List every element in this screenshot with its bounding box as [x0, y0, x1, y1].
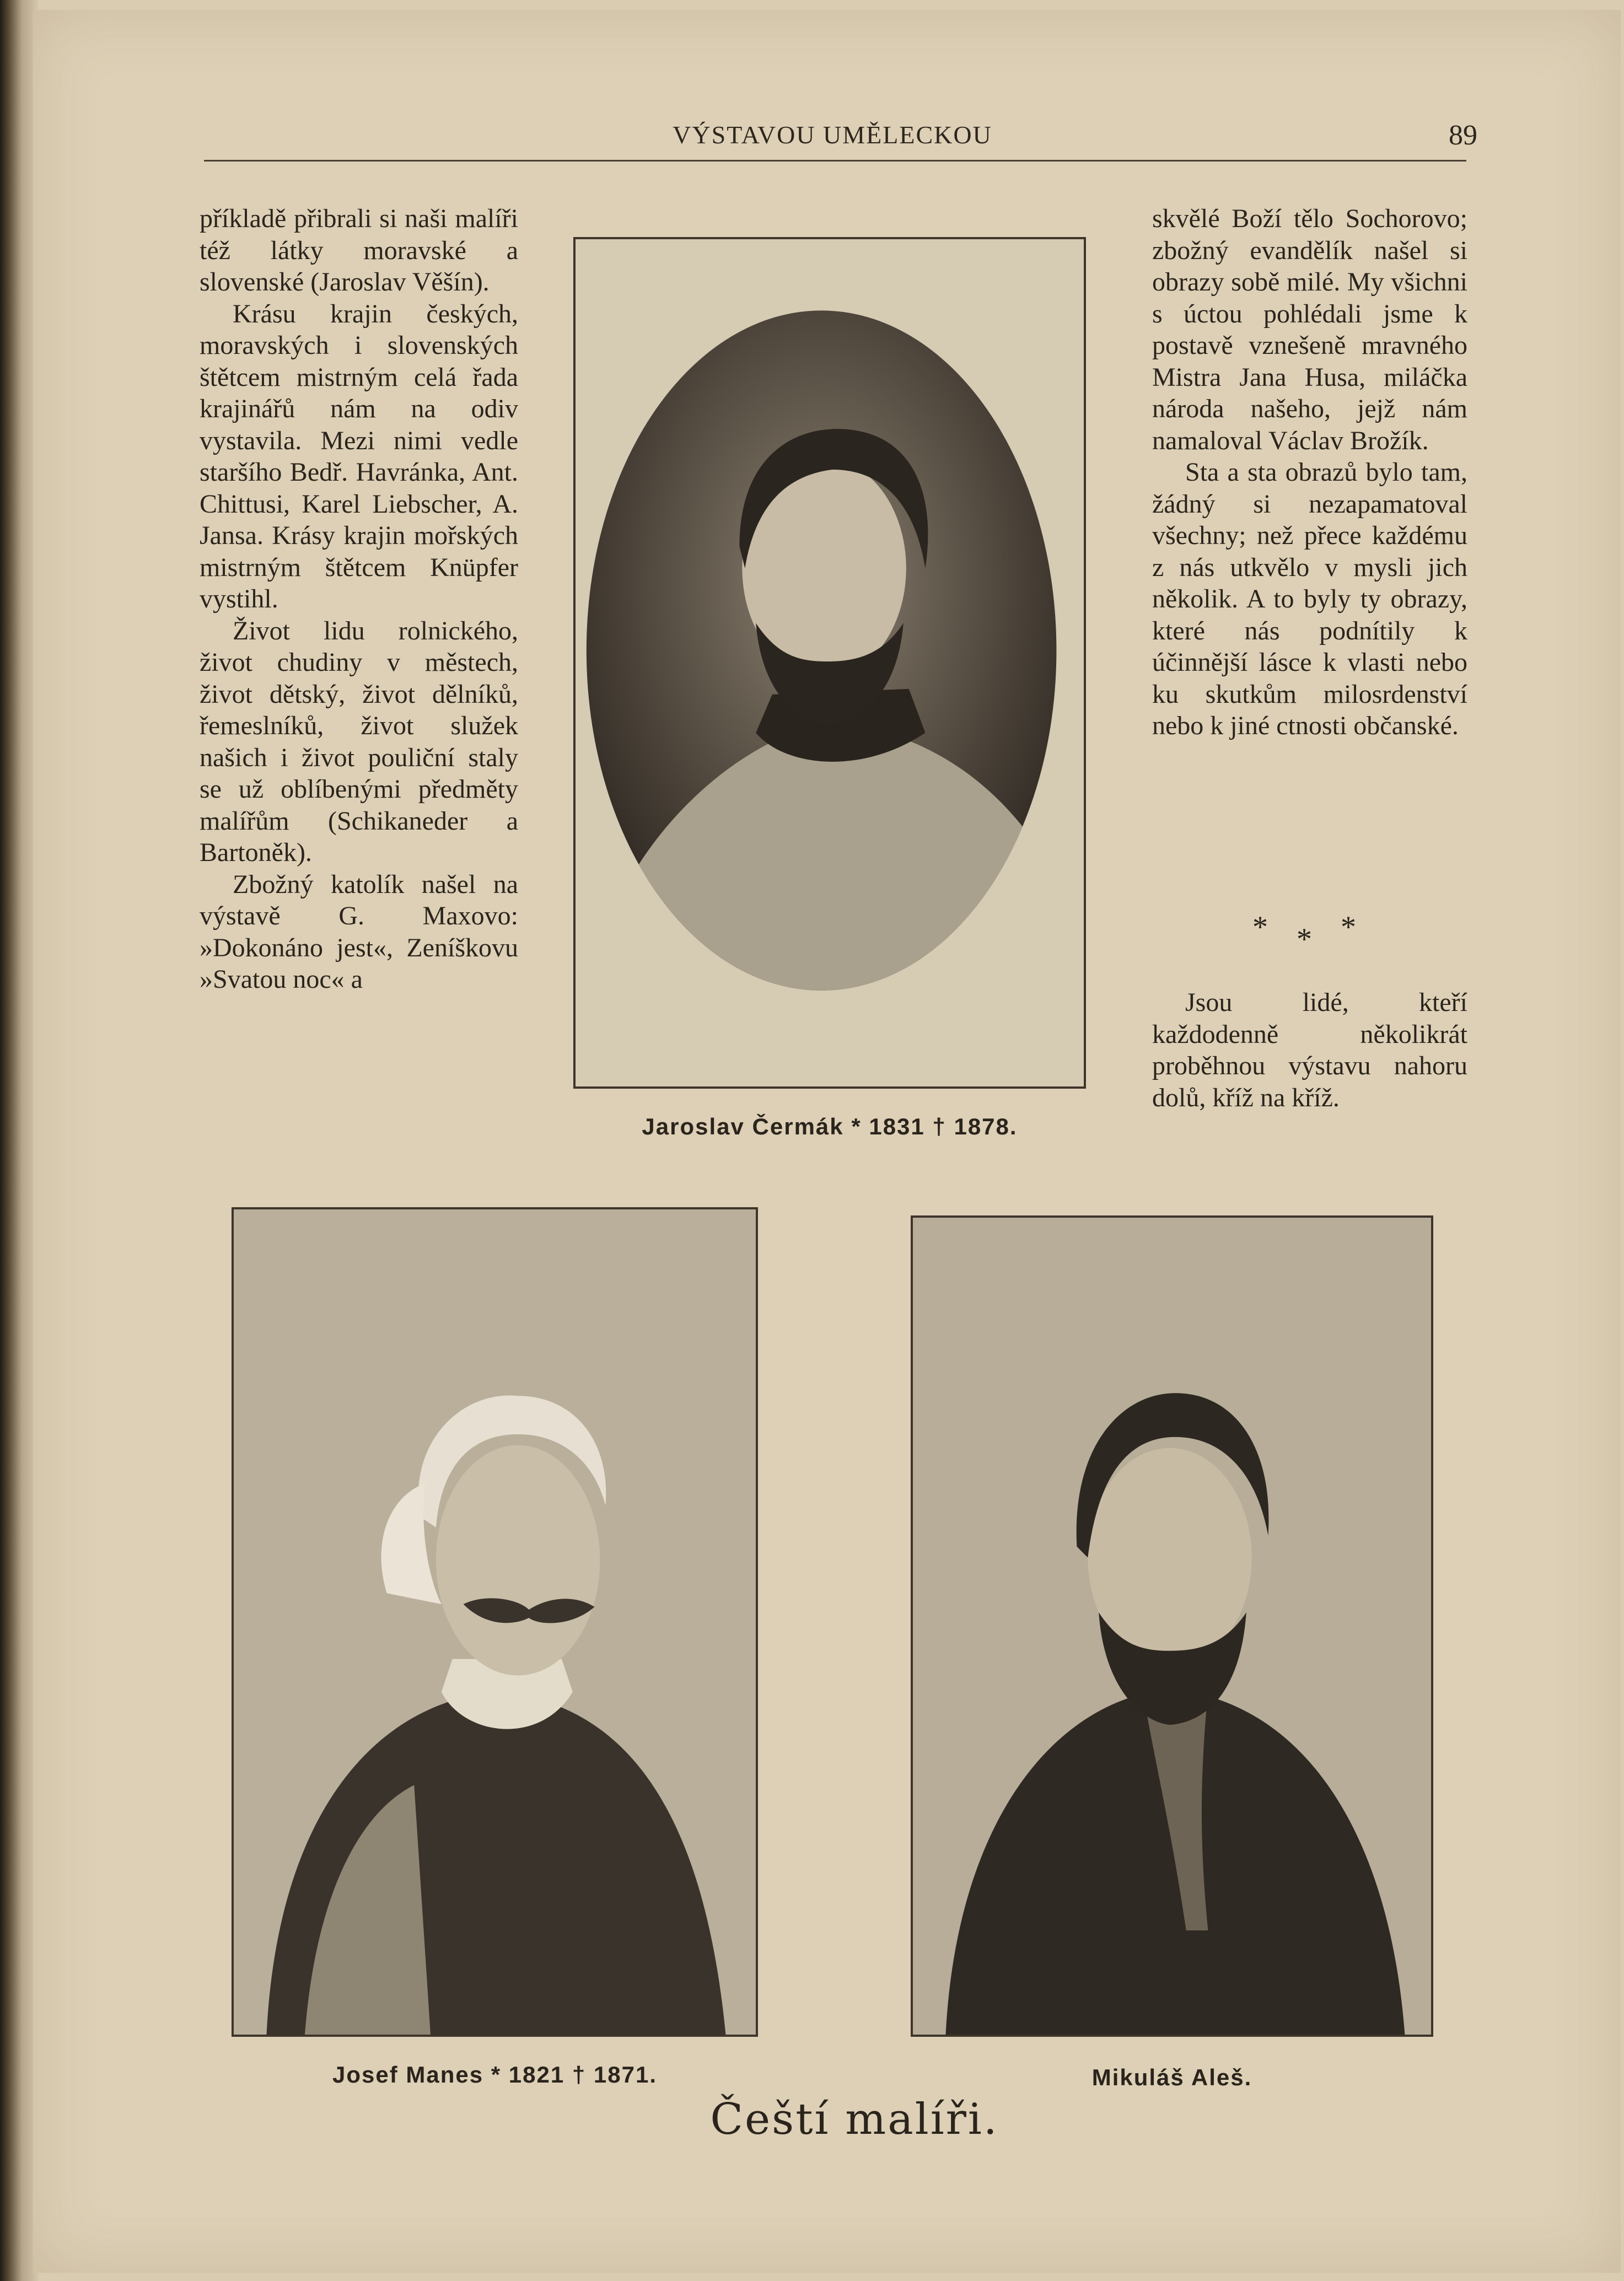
right-paragraph-3: Jsou lidé, kteří každodenně několikrát proběhnou výstavu nahoru dolů, kříž na kříž.	[1152, 988, 1467, 1112]
portrait-image-ales	[913, 1218, 1431, 2035]
portrait-plate-ales	[911, 1215, 1433, 2037]
separator-asterisk: *	[1252, 910, 1268, 944]
portrait-plate-manes	[232, 1207, 758, 2037]
plate-caption-manes: Josef Manes * 1821 † 1871.	[332, 2062, 658, 2088]
plate-caption-cermak: Jaroslav Čermák * 1831 † 1878.	[642, 1113, 1018, 1139]
section-separator-asterisks	[1240, 910, 1373, 954]
page-number: 89	[1449, 120, 1477, 151]
running-header-title: VÝSTAVOU UMĚLECKOU	[673, 121, 992, 149]
left-text-column	[200, 203, 518, 996]
right-text-column-lower	[1152, 987, 1467, 1113]
left-paragraph-2: Krásu krajin českých, moravských i slovenských štětcem mistrným celá řada krajinářů nám na odiv vystavila. Mezi nimi vedle staršího Bedř. Havránka, Ant. Chittusi, Karel Liebscher, A. Jansa. Krásy krajin mořských mistrným štětcem Knüpfer vystihl.	[200, 299, 518, 614]
separator-asterisk: *	[1297, 922, 1312, 956]
plate-group-title: Čeští malíři.	[710, 2095, 999, 2144]
left-paragraph-1: příkladě přibrali si naši malíři též látky moravské a slovenské (Jaroslav Věšín).	[200, 204, 518, 297]
right-text-column	[1152, 203, 1467, 742]
portrait-plate-cermak	[573, 237, 1086, 1089]
header-rule	[204, 160, 1466, 162]
left-paragraph-4: Zbožný katolík našel na výstavě G. Maxovo: »Dokonáno jest«, Zeníškovu »Svatou noc« a	[200, 869, 518, 994]
left-paragraph-3: Život lidu rolnického, život chudiny v městech, život dětský, život dělníků, řemeslníků, život služek našich i život pouliční staly se už oblíbenými předměty malířům (Schikaneder a Bartoněk).	[200, 616, 518, 867]
plate-caption-ales: Mikuláš Aleš.	[1091, 2064, 1252, 2090]
right-paragraph-1: skvělé Boží tělo Sochorovo; zbožný evandělík našel si obrazy sobě milé. My všichni s úctou pohlédali jsme k postavě vznešeně mravného Mistra Jana Husa, miláčka národa našeho, jejž nám namaloval Václav Brožík.	[1152, 204, 1467, 455]
portrait-image-cermak	[576, 239, 1084, 1086]
separator-asterisk: *	[1341, 910, 1356, 944]
portrait-image-manes	[234, 1209, 756, 2035]
right-paragraph-2: Sta a sta obrazů bylo tam, žádný si nezapamatoval všechny; než přece každému z nás utkvělo v mysli jich několik. A to byly ty obrazy, které nás podnítily k účinnější lásce k vlasti nebo ku skutkům milosrdenství nebo k jiné ctnosti občanské.	[1152, 458, 1467, 740]
